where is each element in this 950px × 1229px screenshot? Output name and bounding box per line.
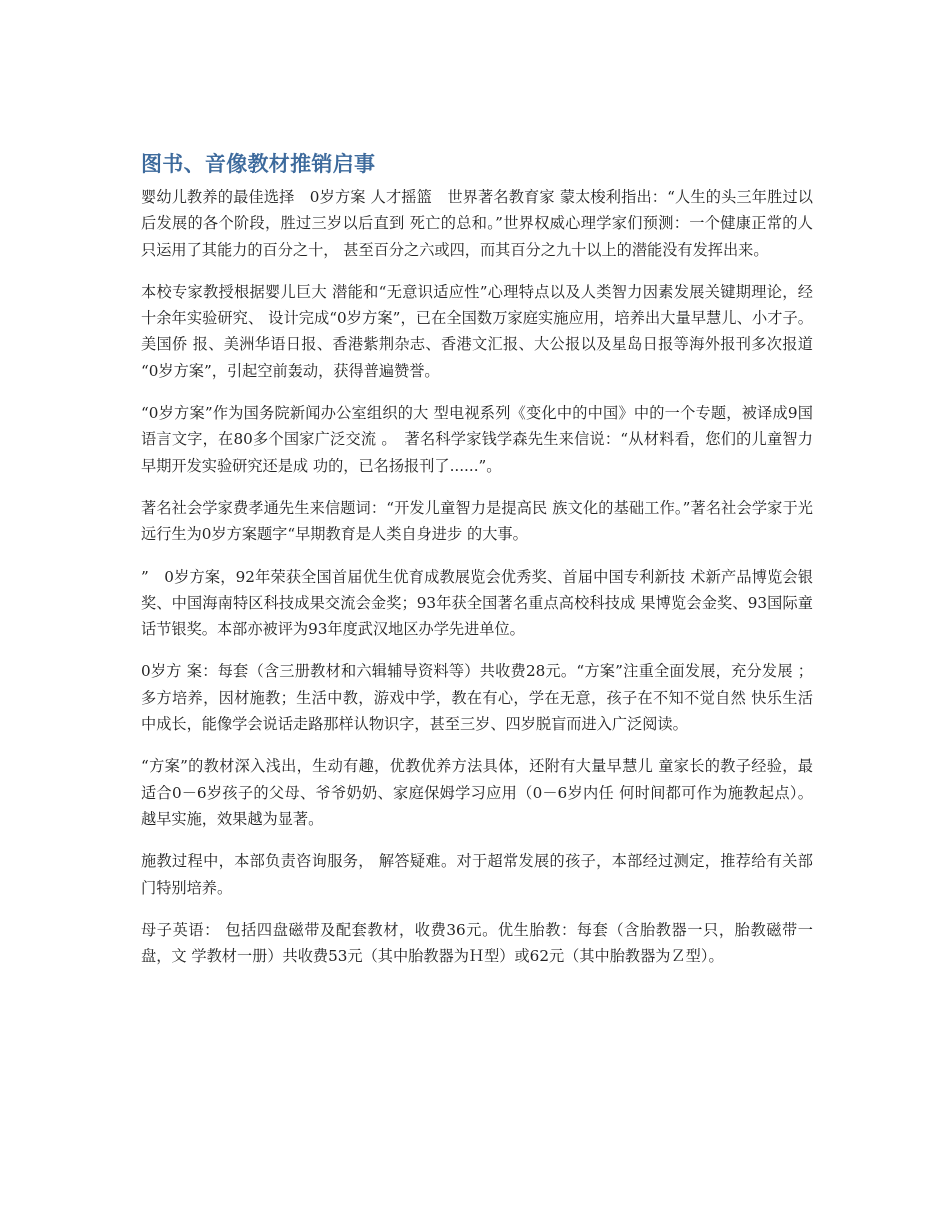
- paragraph-intro: 婴幼儿教养的最佳选择 0岁方案 人才摇篮 世界著名教育家 蒙太梭利指出：“人生的头三年胜过以后发展的各个阶段，胜过三岁以后直到 死亡的总和。”世界权威心理学家们预测：一个健康正常的人只运用了其能力的百分之十， 甚至百分之六或四，而其百分之九十以上的潜能没有发挥出来。: [141, 188, 813, 259]
- document-title: 图书、音像教材推销启事: [141, 152, 376, 176]
- paragraph-english-prenatal: 母子英语： 包括四盘磁带及配套教材，收费36元。优生胎教：每套（含胎教器一只，胎教磁带一盘，文 学教材一册）共收费53元（其中胎教器为Ｈ型）或62元（其中胎教器为Ｚ型）。: [141, 920, 813, 966]
- paragraph-consulting: 施教过程中，本部负责咨询服务， 解答疑难。对于超常发展的孩子，本部经过测定，推荐给有关部门特别培养。: [141, 852, 813, 897]
- document-body: [141, 148, 813, 985]
- paragraph-materials: “方案”的教材深入浅出，生动有趣，优教优养方法具体，还附有大量早慧儿 童家长的教子经验，最适合0－6岁孩子的父母、爷爷奶奶、家庭保姆学习应用（0－6岁内任 何时间都可作为施教起点）。越早实施，效果越为显著。: [141, 757, 813, 828]
- paragraph-fei-xiaotong: 著名社会学家费孝通先生来信题词：“开发儿童智力是提高民 族文化的基础工作。”著名社会学家于光远行生为0岁方案题字“早期教育是人类自身进步 的大事。: [141, 498, 813, 544]
- paragraph-tv-series: “0岁方案”作为国务院新闻办公室组织的大 型电视系列《变化中的中国》中的一个专题，被译成9国语言文字，在80多个国家广泛交流 。 著名科学家钱学森先生来信说：“从材料看，您们的儿童智力早期开发实验研究还是成 功的，已名扬报刊了......”。: [141, 404, 813, 475]
- paragraph-awards: ” 0岁方案，92年荣获全国首届优生优育成教展览会优秀奖、首届中国专利新技 术新产品博览会银奖、中国海南特区科技成果交流会金奖；93年获全国著名重点高校科技成 果博览会金奖、93国际童话节银奖。本部亦被评为93年度武汉地区办学先进单位。: [141, 567, 813, 639]
- paragraph-price: 0岁方 案：每套（含三册教材和六辑辅导资料等）共收费28元。“方案”注重全面发展，充分发展 ；多方培养，因材施教；生活中教，游戏中学，教在有心，学在无意，孩子在不知不觉自然 快乐生活中成长，能像学会说话走路那样认物识字，甚至三岁、四岁脱盲而进入广泛阅读。: [141, 662, 813, 734]
- paragraph-research: 本校专家教授根据婴儿巨大 潜能和“无意识适应性”心理特点以及人类智力因素发展关键期理论，经十余年实验研究、 设计完成“0岁方案”，已在全国数万家庭实施应用，培养出大量早慧儿、小才子。美国侨 报、美洲华语日报、香港紫荆杂志、香港文汇报、大公报以及星岛日报等海外报刊多次报道 “0岁方案”，引起空前轰动，获得普遍赞誉。: [141, 282, 813, 380]
